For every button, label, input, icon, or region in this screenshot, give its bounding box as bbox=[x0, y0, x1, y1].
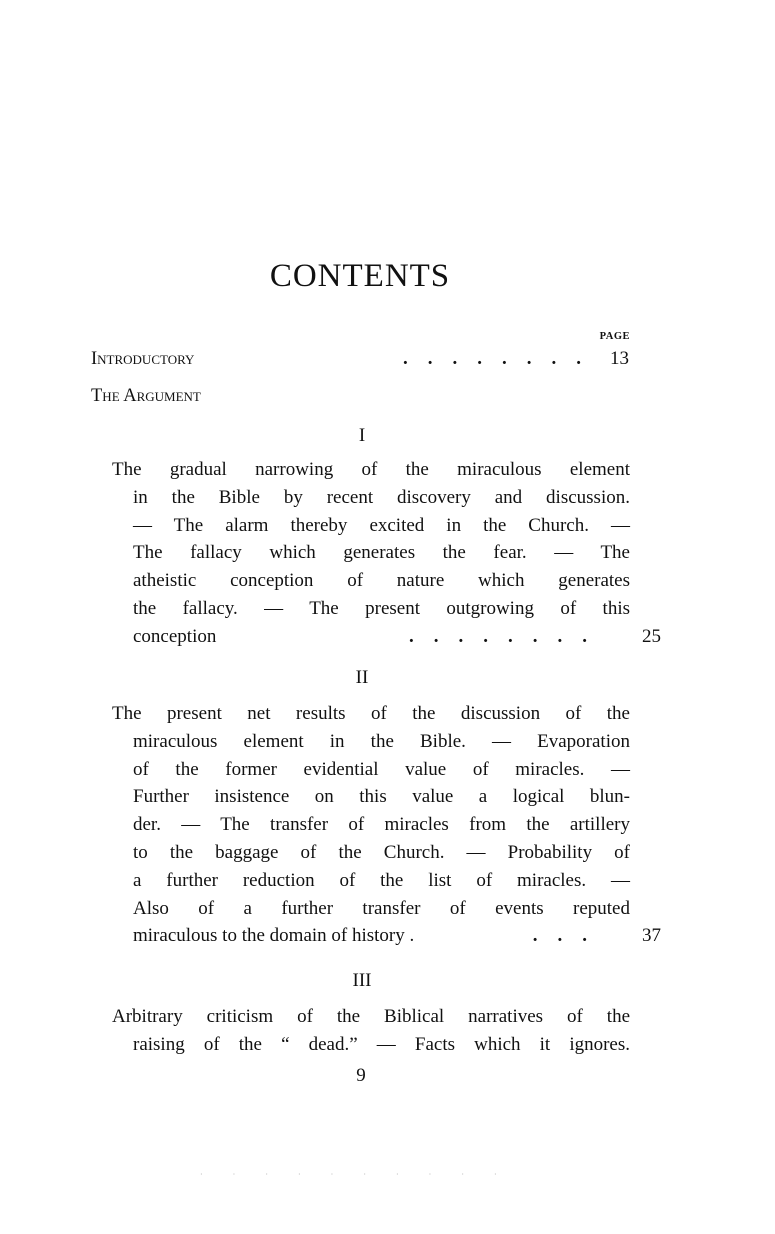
section-numeral-ii: II bbox=[355, 667, 369, 688]
entry-page-number: 13 bbox=[610, 348, 629, 369]
summary-line: The gradual narrowing of the miraculous element bbox=[112, 459, 630, 480]
summary-line: — The alarm thereby excited in the Church. — bbox=[133, 514, 630, 536]
summary-line: The fallacy which generates the fear. — The bbox=[133, 542, 630, 564]
summary-line: raising of the “ dead.” — Facts which it ignores. bbox=[133, 1033, 630, 1055]
section-ii-summary[interactable] bbox=[112, 700, 661, 950]
entry-label: Introductory bbox=[91, 349, 195, 369]
summary-line: miraculous element in the Bible. — Evaporation bbox=[133, 730, 630, 752]
summary-line: Arbitrary criticism of the Biblical narratives of the bbox=[112, 1006, 630, 1027]
section-ii-page-number: 37 bbox=[642, 925, 661, 947]
section-numeral-i: I bbox=[358, 425, 366, 446]
summary-line: der. — The transfer of miracles from the artillery bbox=[133, 814, 630, 836]
summary-line-with-page bbox=[112, 623, 661, 651]
folio-page-number: 9 bbox=[356, 1065, 366, 1086]
summary-line: Also of a further transfer of events reputed bbox=[133, 897, 630, 919]
summary-line: the fallacy. — The present outgrowing of this bbox=[133, 597, 630, 619]
summary-line-text: conception bbox=[133, 625, 217, 647]
summary-line: atheistic conception of nature which generates bbox=[133, 570, 630, 592]
section-i-page-number: 25 bbox=[642, 625, 661, 647]
section-i-summary[interactable] bbox=[112, 456, 661, 651]
summary-line: to the baggage of the Church. — Probability of bbox=[133, 841, 630, 863]
summary-line-text: miraculous to the domain of history . bbox=[133, 925, 415, 947]
toc-entry-the-argument[interactable] bbox=[91, 386, 629, 410]
section-numeral-iii: III bbox=[352, 970, 372, 991]
entry-label: The Argument bbox=[91, 386, 201, 406]
summary-line: of the former evidential value of miracles. — bbox=[133, 758, 630, 780]
summary-line: a further reduction of the list of miracles. — bbox=[133, 869, 630, 891]
scan-specks: · · · · · · · · · · bbox=[200, 1170, 511, 1179]
leader-dots: ........ bbox=[403, 348, 601, 369]
summary-line: The present net results of the discussion of the bbox=[112, 703, 630, 724]
summary-line: in the Bible by recent discovery and discussion. bbox=[133, 486, 630, 508]
toc-entry-introductory[interactable] bbox=[91, 348, 629, 372]
summary-line-with-page bbox=[112, 922, 661, 950]
section-iii-summary[interactable] bbox=[112, 1003, 630, 1059]
leader-dots: ... bbox=[532, 925, 607, 947]
page-column-label: PAGE bbox=[599, 331, 630, 342]
leader-dots: ........ bbox=[409, 625, 607, 647]
summary-line: Further insistence on this value a logical blun- bbox=[133, 786, 630, 808]
contents-heading: CONTENTS bbox=[269, 258, 451, 294]
